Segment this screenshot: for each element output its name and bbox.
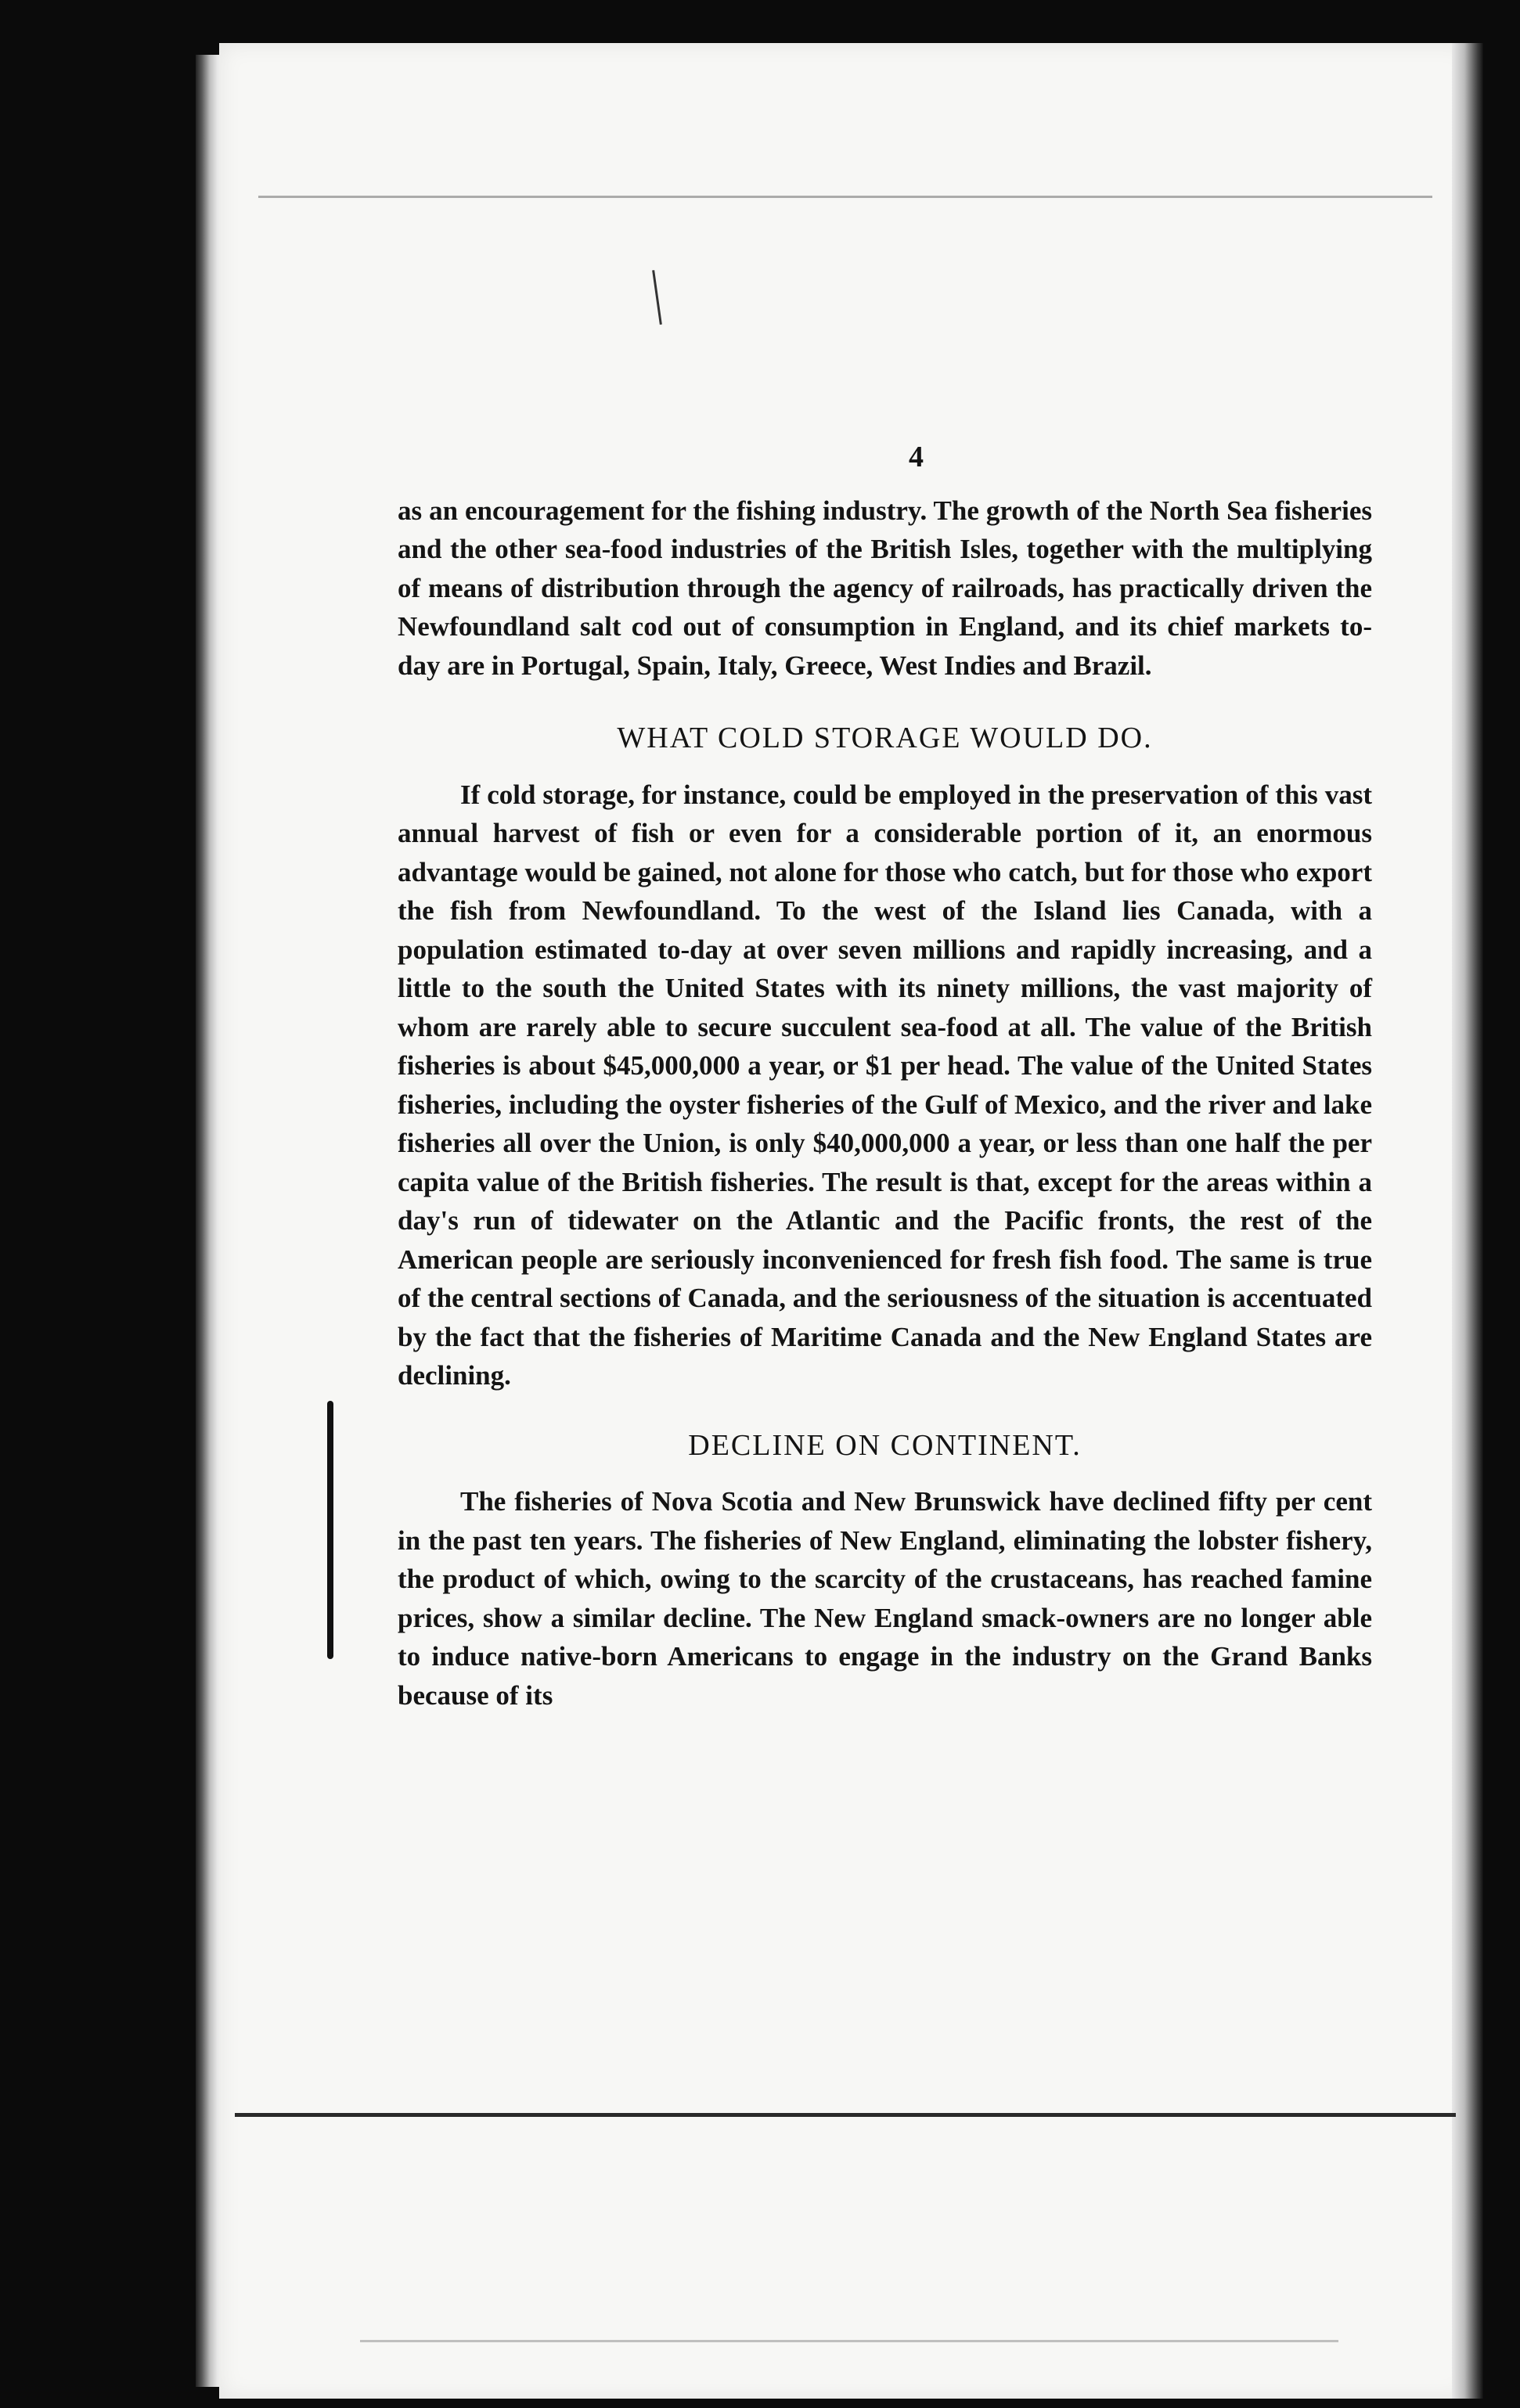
section-heading-decline: DECLINE ON CONTINENT. xyxy=(688,1428,1082,1462)
section-body-decline: The fisheries of Nova Scotia and New Brunswick have declined fifty per cent in the past ten years. The fisheries of New England, eliminating the lobster fishery, the product of which, owing to the scarcity of the crustaceans, has reached famine prices, show a similar decline. The New England smack-owners are no longer able to induce native-born Americans to engage in the industry on the Grand Banks because of its xyxy=(398,1486,1372,1711)
section-heading-cold-storage: WHAT COLD STORAGE WOULD DO. xyxy=(617,722,1153,754)
bottom-faint-rule xyxy=(360,2340,1338,2342)
margin-bracket-mark xyxy=(327,1401,333,1659)
text-column xyxy=(398,438,1372,1715)
opening-paragraph: as an encouragement for the fishing industry. The growth of the North Sea fisheries and the other sea-food industries of the British Isles, together with the multiplying of means of distribution through the agency of railroads, has practically driven the Newfoundland salt cod out of consumption in England, and its chief markets to-day are in Portugal, Spain, Italy, Greece, West Indies and Brazil. xyxy=(398,495,1372,681)
section-body-cold-storage: If cold storage, for instance, could be employed in the preservation of this vast annual harvest of fish or even for a considerable portion of it, an enormous advantage would be gained, not alone for those who catch, but for those who export the fish from Newfoundland. To the west of the Island lies Canada, with a population estimated to-day at over seven millions and rapidly increasing, and a little to the south the United States with its ninety millions, the vast majority of whom are rarely able to secure succulent sea-food at all. The value of the British fisheries is about $45,000,000 a year, or $1 per head. The value of the United States fisheries, including the oyster fisheries of the Gulf of Mexico, and the river and lake fisheries all over the Union, is only $40,000,000 a year, or less than one half the per capita value of the British fisheries. The result is that, except for the areas within a day's run of tidewater on the Atlantic and the Pacific fronts, the rest of the American people are seriously inconvenienced for fresh fish food. The same is true of the central sections of Canada, and the seriousness of the situation is accentuated by the fact that the fisheries of Maritime Canada and the New England States are declining. xyxy=(398,779,1372,1391)
top-rule xyxy=(258,196,1432,198)
page-number: 4 xyxy=(909,441,924,473)
page-right-edge xyxy=(1452,43,1483,2399)
bottom-rule xyxy=(235,2113,1456,2117)
